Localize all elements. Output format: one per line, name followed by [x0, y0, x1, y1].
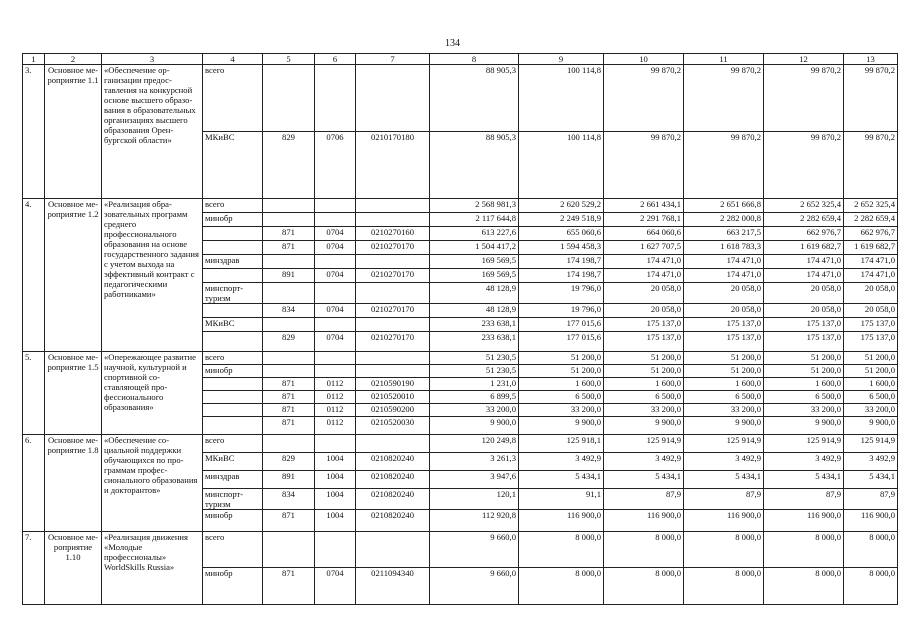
amount-cell: 613 227,6: [430, 227, 519, 241]
header-cell: 11: [684, 54, 764, 65]
amount-cell: 6 500,0: [604, 391, 684, 404]
amount-cell: 20 058,0: [844, 283, 898, 304]
section-cell: [315, 213, 356, 227]
section-cell: 0112: [315, 378, 356, 391]
amount-cell: 88 905,3: [430, 132, 519, 199]
section-cell: [315, 65, 356, 132]
target-article-cell: [356, 435, 430, 453]
amount-cell: 3 947,6: [430, 471, 519, 489]
amount-cell: 33 200,0: [519, 404, 604, 417]
amount-cell: 174 471,0: [764, 255, 844, 269]
table-row: [23, 352, 898, 365]
target-article-cell: [356, 199, 430, 213]
amount-cell: 99 870,2: [684, 65, 764, 132]
grbs-cell: 871: [263, 378, 315, 391]
row-number: 5.: [23, 352, 45, 435]
amount-cell: 664 060,6: [604, 227, 684, 241]
section-cell: [315, 283, 356, 304]
section-cell: 1004: [315, 510, 356, 532]
amount-cell: 174 471,0: [604, 255, 684, 269]
amount-cell: 116 900,0: [764, 510, 844, 532]
executor-cell: минспорттуризм: [203, 489, 263, 510]
amount-cell: 99 870,2: [764, 65, 844, 132]
amount-cell: 48 128,9: [430, 283, 519, 304]
target-article-cell: 0210820240: [356, 471, 430, 489]
amount-cell: 177 015,6: [519, 332, 604, 352]
target-article-cell: 0210170180: [356, 132, 430, 199]
amount-cell: 169 569,5: [430, 269, 519, 283]
amount-cell: 9 900,0: [844, 417, 898, 435]
amount-cell: 99 870,2: [844, 65, 898, 132]
amount-cell: 87,9: [604, 489, 684, 510]
executor-cell: [203, 269, 263, 283]
amount-cell: 9 660,0: [430, 568, 519, 605]
amount-cell: 174 198,7: [519, 255, 604, 269]
amount-cell: 1 619 682,7: [844, 241, 898, 255]
amount-cell: 8 000,0: [519, 568, 604, 605]
target-article-cell: 0210820240: [356, 510, 430, 532]
executor-cell: всего: [203, 352, 263, 365]
measure-name: Основное мероприятие 1.8: [45, 435, 102, 532]
amount-cell: 2 282 000,8: [684, 213, 764, 227]
grbs-cell: 834: [263, 489, 315, 510]
amount-cell: 2 652 325,4: [844, 199, 898, 213]
executor-cell: всего: [203, 199, 263, 213]
amount-cell: 662 976,7: [844, 227, 898, 241]
amount-cell: 20 058,0: [684, 283, 764, 304]
section-cell: [315, 199, 356, 213]
amount-cell: 33 200,0: [684, 404, 764, 417]
amount-cell: 51 200,0: [684, 365, 764, 378]
amount-cell: 91,1: [519, 489, 604, 510]
grbs-cell: 829: [263, 132, 315, 199]
measure-title: «Обеспечение организации предоставления на конкурсной основе высшего образования в образовательных организациях высшего образования Оренбургской области»: [102, 65, 203, 199]
executor-cell: всего: [203, 65, 263, 132]
amount-cell: 174 471,0: [604, 269, 684, 283]
amount-cell: 51 200,0: [764, 365, 844, 378]
amount-cell: 6 500,0: [684, 391, 764, 404]
amount-cell: 174 471,0: [684, 269, 764, 283]
amount-cell: 1 600,0: [684, 378, 764, 391]
amount-cell: 174 471,0: [844, 269, 898, 283]
amount-cell: 19 796,0: [519, 304, 604, 318]
amount-cell: 9 900,0: [764, 417, 844, 435]
section-cell: 0704: [315, 568, 356, 605]
executor-cell: [203, 332, 263, 352]
amount-cell: 8 000,0: [604, 568, 684, 605]
section-cell: 0112: [315, 404, 356, 417]
executor-cell: МКиВС: [203, 318, 263, 332]
measure-name: Основное мероприятие 1.5: [45, 352, 102, 435]
amount-cell: 175 137,0: [604, 332, 684, 352]
table-row: [23, 532, 898, 568]
amount-cell: 48 128,9: [430, 304, 519, 318]
amount-cell: 51 200,0: [844, 365, 898, 378]
amount-cell: 51 230,5: [430, 365, 519, 378]
measure-title: «Реализация движения «Молодые профессионалы» WorldSkills Russia»: [102, 532, 203, 605]
header-cell: 10: [604, 54, 684, 65]
amount-cell: 116 900,0: [604, 510, 684, 532]
amount-cell: 51 200,0: [764, 352, 844, 365]
target-article-cell: 0210270160: [356, 227, 430, 241]
amount-cell: 1 600,0: [519, 378, 604, 391]
target-article-cell: [356, 365, 430, 378]
amount-cell: 2 282 659,4: [844, 213, 898, 227]
section-cell: [315, 365, 356, 378]
table-row: [23, 199, 898, 213]
executor-cell: минобр: [203, 213, 263, 227]
amount-cell: 116 900,0: [844, 510, 898, 532]
amount-cell: 2 620 529,2: [519, 199, 604, 213]
amount-cell: 8 000,0: [844, 532, 898, 568]
amount-cell: 175 137,0: [684, 332, 764, 352]
amount-cell: 1 600,0: [764, 378, 844, 391]
amount-cell: 3 492,9: [764, 453, 844, 471]
header-cell: 6: [315, 54, 356, 65]
section-cell: 0112: [315, 391, 356, 404]
amount-cell: 177 015,6: [519, 318, 604, 332]
amount-cell: 6 500,0: [764, 391, 844, 404]
amount-cell: 663 217,5: [684, 227, 764, 241]
amount-cell: 125 914,9: [684, 435, 764, 453]
amount-cell: 1 627 707,5: [604, 241, 684, 255]
grbs-cell: 834: [263, 304, 315, 318]
grbs-cell: [263, 318, 315, 332]
grbs-cell: 871: [263, 417, 315, 435]
page-number: 134: [445, 38, 460, 49]
amount-cell: 1 231,0: [430, 378, 519, 391]
amount-cell: 175 137,0: [844, 318, 898, 332]
amount-cell: 20 058,0: [604, 283, 684, 304]
executor-cell: [203, 404, 263, 417]
row-number: 7.: [23, 532, 45, 605]
target-article-cell: [356, 283, 430, 304]
amount-cell: 169 569,5: [430, 255, 519, 269]
target-article-cell: 0210270170: [356, 269, 430, 283]
amount-cell: 1 504 417,2: [430, 241, 519, 255]
amount-cell: 2 652 325,4: [764, 199, 844, 213]
amount-cell: 112 920,8: [430, 510, 519, 532]
amount-cell: 1 594 458,3: [519, 241, 604, 255]
section-cell: 1004: [315, 489, 356, 510]
amount-cell: 9 900,0: [684, 417, 764, 435]
amount-cell: 125 914,9: [844, 435, 898, 453]
amount-cell: 120,1: [430, 489, 519, 510]
grbs-cell: [263, 365, 315, 378]
table-body: [23, 65, 898, 605]
amount-cell: 2 117 644,8: [430, 213, 519, 227]
amount-cell: 20 058,0: [684, 304, 764, 318]
amount-cell: 33 200,0: [764, 404, 844, 417]
header-cell: 8: [430, 54, 519, 65]
amount-cell: 3 492,9: [684, 453, 764, 471]
amount-cell: 5 434,1: [604, 471, 684, 489]
measure-title: «Опережающее развитие научной, культурной и спортивной составляющей профессионального образования»: [102, 352, 203, 435]
grbs-cell: [263, 213, 315, 227]
amount-cell: 5 434,1: [844, 471, 898, 489]
grbs-cell: 871: [263, 568, 315, 605]
target-article-cell: [356, 352, 430, 365]
section-cell: 0704: [315, 332, 356, 352]
target-article-cell: [356, 65, 430, 132]
row-number: 4.: [23, 199, 45, 352]
amount-cell: 8 000,0: [604, 532, 684, 568]
amount-cell: 1 618 783,3: [684, 241, 764, 255]
amount-cell: 5 434,1: [684, 471, 764, 489]
amount-cell: 51 230,5: [430, 352, 519, 365]
target-article-cell: [356, 532, 430, 568]
target-article-cell: [356, 255, 430, 269]
amount-cell: 174 198,7: [519, 269, 604, 283]
executor-cell: минздрав: [203, 255, 263, 269]
target-article-cell: [356, 318, 430, 332]
amount-cell: 125 914,9: [764, 435, 844, 453]
header-cell: 2: [45, 54, 102, 65]
amount-cell: 175 137,0: [604, 318, 684, 332]
header-cell: 7: [356, 54, 430, 65]
section-cell: 1004: [315, 471, 356, 489]
amount-cell: 20 058,0: [844, 304, 898, 318]
target-article-cell: [356, 213, 430, 227]
amount-cell: 2 291 768,1: [604, 213, 684, 227]
grbs-cell: [263, 199, 315, 213]
grbs-cell: 871: [263, 510, 315, 532]
amount-cell: 174 471,0: [844, 255, 898, 269]
grbs-cell: [263, 283, 315, 304]
amount-cell: 3 261,3: [430, 453, 519, 471]
amount-cell: 100 114,8: [519, 65, 604, 132]
amount-cell: 33 200,0: [844, 404, 898, 417]
amount-cell: 51 200,0: [604, 352, 684, 365]
section-cell: [315, 255, 356, 269]
executor-cell: [203, 304, 263, 318]
executor-cell: минздрав: [203, 471, 263, 489]
amount-cell: 2 249 518,9: [519, 213, 604, 227]
amount-cell: 174 471,0: [764, 269, 844, 283]
amount-cell: 8 000,0: [519, 532, 604, 568]
amount-cell: 2 661 434,1: [604, 199, 684, 213]
grbs-cell: [263, 255, 315, 269]
amount-cell: 175 137,0: [844, 332, 898, 352]
amount-cell: 6 500,0: [519, 391, 604, 404]
amount-cell: 20 058,0: [764, 283, 844, 304]
amount-cell: 99 870,2: [764, 132, 844, 199]
table-row: [23, 65, 898, 132]
amount-cell: 51 200,0: [519, 352, 604, 365]
target-article-cell: 0210820240: [356, 453, 430, 471]
amount-cell: 19 796,0: [519, 283, 604, 304]
amount-cell: 9 900,0: [519, 417, 604, 435]
table-row: [23, 435, 898, 453]
grbs-cell: 829: [263, 453, 315, 471]
amount-cell: 20 058,0: [764, 304, 844, 318]
amount-cell: 9 900,0: [604, 417, 684, 435]
header-cell: 13: [844, 54, 898, 65]
amount-cell: 2 282 659,4: [764, 213, 844, 227]
grbs-cell: 871: [263, 404, 315, 417]
measure-name: Основное мероприятие 1.2: [45, 199, 102, 352]
amount-cell: 51 200,0: [604, 365, 684, 378]
amount-cell: 99 870,2: [844, 132, 898, 199]
target-article-cell: 0210270170: [356, 241, 430, 255]
section-cell: 0112: [315, 417, 356, 435]
amount-cell: 3 492,9: [519, 453, 604, 471]
measure-name: Основное мероприятие 1.10: [45, 532, 102, 605]
executor-cell: минобр: [203, 365, 263, 378]
header-row: [23, 54, 898, 65]
executor-cell: [203, 391, 263, 404]
header-cell: 9: [519, 54, 604, 65]
executor-cell: минобр: [203, 568, 263, 605]
grbs-cell: 891: [263, 471, 315, 489]
amount-cell: 175 137,0: [764, 332, 844, 352]
executor-cell: [203, 241, 263, 255]
executor-cell: всего: [203, 435, 263, 453]
executor-cell: [203, 417, 263, 435]
executor-cell: [203, 227, 263, 241]
section-cell: [315, 318, 356, 332]
amount-cell: 125 914,9: [604, 435, 684, 453]
amount-cell: 3 492,9: [604, 453, 684, 471]
target-article-cell: 0210820240: [356, 489, 430, 510]
amount-cell: 51 200,0: [519, 365, 604, 378]
row-number: 3.: [23, 65, 45, 199]
executor-cell: МКиВС: [203, 453, 263, 471]
amount-cell: 87,9: [764, 489, 844, 510]
budget-table: [22, 53, 898, 605]
section-cell: 1004: [315, 453, 356, 471]
amount-cell: 233 638,1: [430, 318, 519, 332]
grbs-cell: 829: [263, 332, 315, 352]
section-cell: 0704: [315, 227, 356, 241]
amount-cell: 116 900,0: [684, 510, 764, 532]
header-cell: 5: [263, 54, 315, 65]
target-article-cell: 0211094340: [356, 568, 430, 605]
target-article-cell: 0210270170: [356, 332, 430, 352]
amount-cell: 116 900,0: [519, 510, 604, 532]
amount-cell: 87,9: [684, 489, 764, 510]
header-cell: 1: [23, 54, 45, 65]
amount-cell: 5 434,1: [519, 471, 604, 489]
grbs-cell: 871: [263, 391, 315, 404]
amount-cell: 662 976,7: [764, 227, 844, 241]
amount-cell: 8 000,0: [684, 532, 764, 568]
amount-cell: 233 638,1: [430, 332, 519, 352]
amount-cell: 99 870,2: [604, 132, 684, 199]
target-article-cell: 0210590200: [356, 404, 430, 417]
amount-cell: 8 000,0: [764, 532, 844, 568]
amount-cell: 1 619 682,7: [764, 241, 844, 255]
amount-cell: 88 905,3: [430, 65, 519, 132]
executor-cell: минспорттуризм: [203, 283, 263, 304]
target-article-cell: 0210590190: [356, 378, 430, 391]
target-article-cell: 0210520010: [356, 391, 430, 404]
amount-cell: 5 434,1: [764, 471, 844, 489]
target-article-cell: 0210270170: [356, 304, 430, 318]
amount-cell: 99 870,2: [604, 65, 684, 132]
amount-cell: 2 651 666,8: [684, 199, 764, 213]
target-article-cell: 0210520030: [356, 417, 430, 435]
amount-cell: 1 600,0: [844, 378, 898, 391]
executor-cell: минобр: [203, 510, 263, 532]
amount-cell: 9 900,0: [430, 417, 519, 435]
amount-cell: 6 500,0: [844, 391, 898, 404]
amount-cell: 100 114,8: [519, 132, 604, 199]
executor-cell: [203, 378, 263, 391]
amount-cell: 8 000,0: [844, 568, 898, 605]
grbs-cell: 871: [263, 241, 315, 255]
amount-cell: 51 200,0: [684, 352, 764, 365]
measure-name: Основное мероприятие 1.1: [45, 65, 102, 199]
amount-cell: 2 568 981,3: [430, 199, 519, 213]
amount-cell: 125 918,1: [519, 435, 604, 453]
amount-cell: 20 058,0: [604, 304, 684, 318]
row-number: 6.: [23, 435, 45, 532]
section-cell: [315, 435, 356, 453]
measure-title: «Реализация образовательных программ среднего профессионального образования на основе государственного задания с учетом выхода на эффективный контракт с педагогическими работниками»: [102, 199, 203, 352]
section-cell: 0706: [315, 132, 356, 199]
amount-cell: 120 249,8: [430, 435, 519, 453]
grbs-cell: 891: [263, 269, 315, 283]
section-cell: [315, 352, 356, 365]
amount-cell: 9 660,0: [430, 532, 519, 568]
grbs-cell: [263, 435, 315, 453]
grbs-cell: [263, 532, 315, 568]
amount-cell: 51 200,0: [844, 352, 898, 365]
executor-cell: МКиВС: [203, 132, 263, 199]
grbs-cell: [263, 352, 315, 365]
section-cell: 0704: [315, 241, 356, 255]
header-cell: 4: [203, 54, 263, 65]
amount-cell: 6 899,5: [430, 391, 519, 404]
header-cell: 3: [102, 54, 203, 65]
amount-cell: 655 060,6: [519, 227, 604, 241]
section-cell: 0704: [315, 304, 356, 318]
section-cell: [315, 532, 356, 568]
header-cell: 12: [764, 54, 844, 65]
amount-cell: 3 492,9: [844, 453, 898, 471]
amount-cell: 33 200,0: [430, 404, 519, 417]
executor-cell: всего: [203, 532, 263, 568]
amount-cell: 8 000,0: [764, 568, 844, 605]
amount-cell: 33 200,0: [604, 404, 684, 417]
amount-cell: 1 600,0: [604, 378, 684, 391]
amount-cell: 175 137,0: [684, 318, 764, 332]
grbs-cell: [263, 65, 315, 132]
section-cell: 0704: [315, 269, 356, 283]
grbs-cell: 871: [263, 227, 315, 241]
amount-cell: 87,9: [844, 489, 898, 510]
amount-cell: 8 000,0: [684, 568, 764, 605]
amount-cell: 175 137,0: [764, 318, 844, 332]
amount-cell: 99 870,2: [684, 132, 764, 199]
amount-cell: 174 471,0: [684, 255, 764, 269]
measure-title: «Обеспечение социальной поддержки обучающихся по программам профессионального образования и докторантов»: [102, 435, 203, 532]
